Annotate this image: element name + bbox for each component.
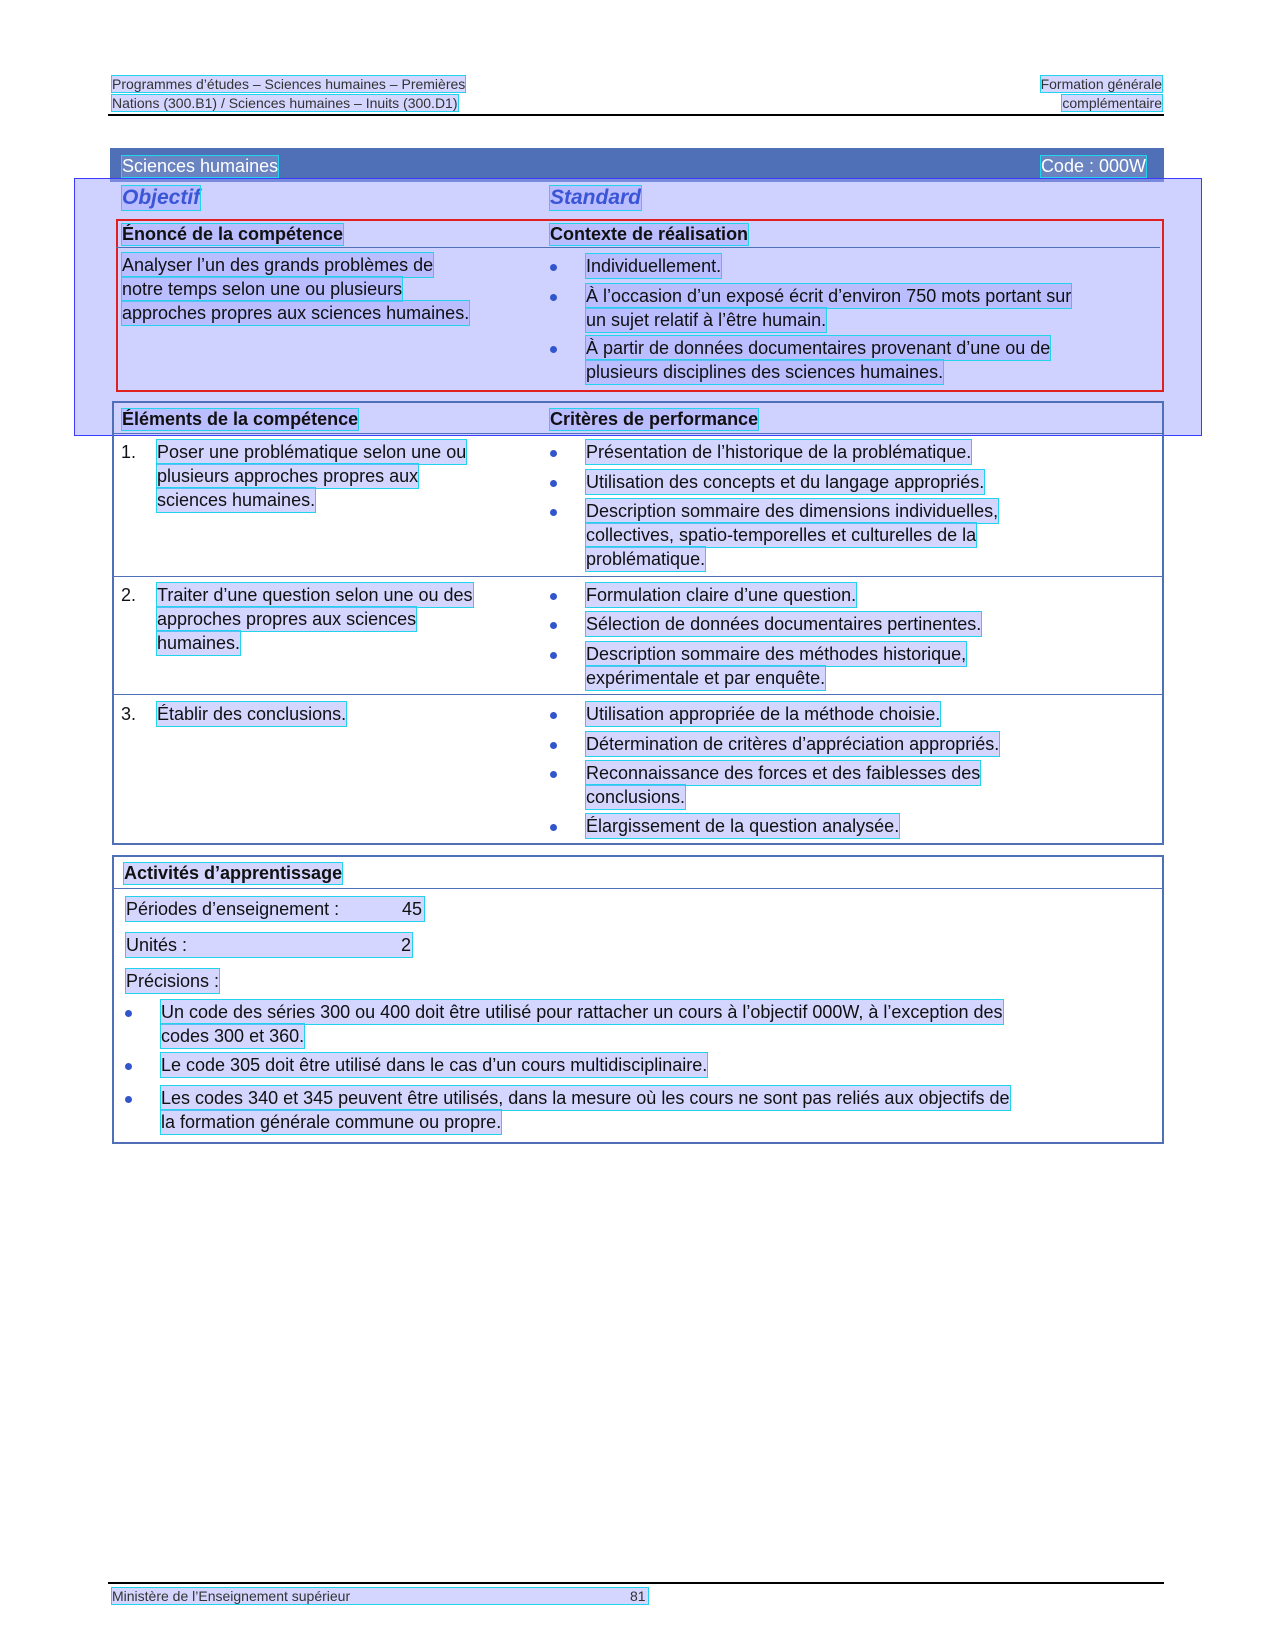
element-text: Poser une problématique selon une ou <box>157 442 467 462</box>
divider <box>113 888 1163 889</box>
element-text: humaines. <box>157 633 241 653</box>
bullet-icon <box>550 622 557 629</box>
contexte-item-cont: plusieurs disciplines des sciences humaines. <box>586 362 944 382</box>
periodes-value: 45 <box>402 899 423 919</box>
bullet-icon <box>550 450 557 457</box>
bullet-icon <box>550 712 557 719</box>
objectif-label: Objectif <box>122 186 201 209</box>
criterion: Formulation claire d’une question. <box>586 585 857 605</box>
enonce-line: approches propres aux sciences humaines. <box>122 303 470 323</box>
header-rule <box>108 114 1164 116</box>
subject-title: Sciences humaines <box>122 156 279 176</box>
footer-ministry: Ministère de l’Enseignement supérieur <box>112 1588 648 1604</box>
criterion: Sélection de données documentaires pertinentes. <box>586 614 982 634</box>
title-bar <box>112 150 1162 180</box>
header-formation-line2: complémentaire <box>1062 95 1162 111</box>
bullet-icon <box>550 480 557 487</box>
precision-item-cont: la formation générale commune ou propre. <box>161 1112 502 1132</box>
header-formation-line1: Formation générale <box>1040 76 1162 92</box>
elements-heading: Éléments de la compétence <box>122 409 359 429</box>
header-program-line2: Nations (300.B1) / Sciences humaines – Inuits (300.D1) <box>112 95 458 111</box>
bullet-icon <box>550 652 557 659</box>
contexte-heading: Contexte de réalisation <box>550 224 749 244</box>
criterion: Reconnaissance des forces et des faiblesses des <box>586 763 981 783</box>
element-text: plusieurs approches propres aux <box>157 466 419 486</box>
bullet-icon <box>550 742 557 749</box>
objective-code: Code : 000W <box>1040 156 1146 176</box>
element-number: 2. <box>121 585 137 605</box>
criterion-cont: conclusions. <box>586 787 686 807</box>
footer-rule <box>108 1582 1164 1584</box>
precision-item: Le code 305 doit être utilisé dans le cas d’un cours multidisciplinaire. <box>161 1055 708 1075</box>
criterion: Description sommaire des méthodes historique, <box>586 644 967 664</box>
precisions-label: Précisions : <box>126 971 220 991</box>
element-text: sciences humaines. <box>157 490 316 510</box>
enonce-line: notre temps selon une ou plusieurs <box>122 279 403 299</box>
divider <box>113 576 1163 577</box>
criterion: Élargissement de la question analysée. <box>586 816 900 836</box>
criterion-cont: expérimentale et par enquête. <box>586 668 826 688</box>
criterion-cont: problématique. <box>586 549 706 569</box>
bullet-icon <box>550 771 557 778</box>
bullet-icon <box>125 1010 132 1017</box>
bullet-icon <box>550 509 557 516</box>
page-number: 81 <box>630 1588 646 1604</box>
unites-value: 2 <box>401 935 412 955</box>
header-program-line1: Programmes d’études – Sciences humaines – Premières <box>112 76 466 92</box>
criterion-cont: collectives, spatio-temporelles et culturelles de la <box>586 525 977 545</box>
criterion: Détermination de critères d’appréciation appropriés. <box>586 734 1000 754</box>
contexte-item: À partir de données documentaires provenant d’une ou de <box>586 338 1051 358</box>
unites-label: Unités : <box>126 933 412 957</box>
bullet-icon <box>550 264 557 271</box>
precision-item: Les codes 340 et 345 peuvent être utilisés, dans la mesure où les cours ne sont pas reliés aux objectifs de <box>161 1088 1010 1108</box>
criteres-heading: Critères de performance <box>550 409 759 429</box>
bullet-icon <box>550 593 557 600</box>
divider <box>113 694 1163 695</box>
contexte-item: Individuellement. <box>586 256 722 276</box>
contexte-item: À l’occasion d’un exposé écrit d’environ 750 mots portant sur <box>586 286 1072 306</box>
enonce-heading: Énoncé de la compétence <box>122 224 344 244</box>
element-number: 1. <box>121 442 137 462</box>
element-text: Traiter d’une question selon une ou des <box>157 585 473 605</box>
bullet-icon <box>125 1096 132 1103</box>
criterion: Présentation de l’historique de la problématique. <box>586 442 972 462</box>
element-text: approches propres aux sciences <box>157 609 417 629</box>
bullet-icon <box>550 346 557 353</box>
bullet-icon <box>550 824 557 831</box>
bullet-icon <box>550 294 557 301</box>
standard-label: Standard <box>550 186 642 209</box>
bullet-icon <box>125 1063 132 1070</box>
precision-item: Un code des séries 300 ou 400 doit être utilisé pour rattacher un cours à l’objectif 000W, à l’exception des <box>161 1002 1003 1022</box>
element-text: Établir des conclusions. <box>157 704 347 724</box>
contexte-item-cont: un sujet relatif à l’être humain. <box>586 310 827 330</box>
divider <box>113 433 1163 434</box>
activites-heading: Activités d’apprentissage <box>124 863 343 883</box>
periodes-label: Périodes d’enseignement : <box>126 897 424 921</box>
element-number: 3. <box>121 704 137 724</box>
criterion: Utilisation appropriée de la méthode choisie. <box>586 704 941 724</box>
enonce-line: Analyser l’un des grands problèmes de <box>122 255 434 275</box>
criterion: Description sommaire des dimensions individuelles, <box>586 501 999 521</box>
criterion: Utilisation des concepts et du langage appropriés. <box>586 472 985 492</box>
precision-item-cont: codes 300 et 360. <box>161 1026 305 1046</box>
